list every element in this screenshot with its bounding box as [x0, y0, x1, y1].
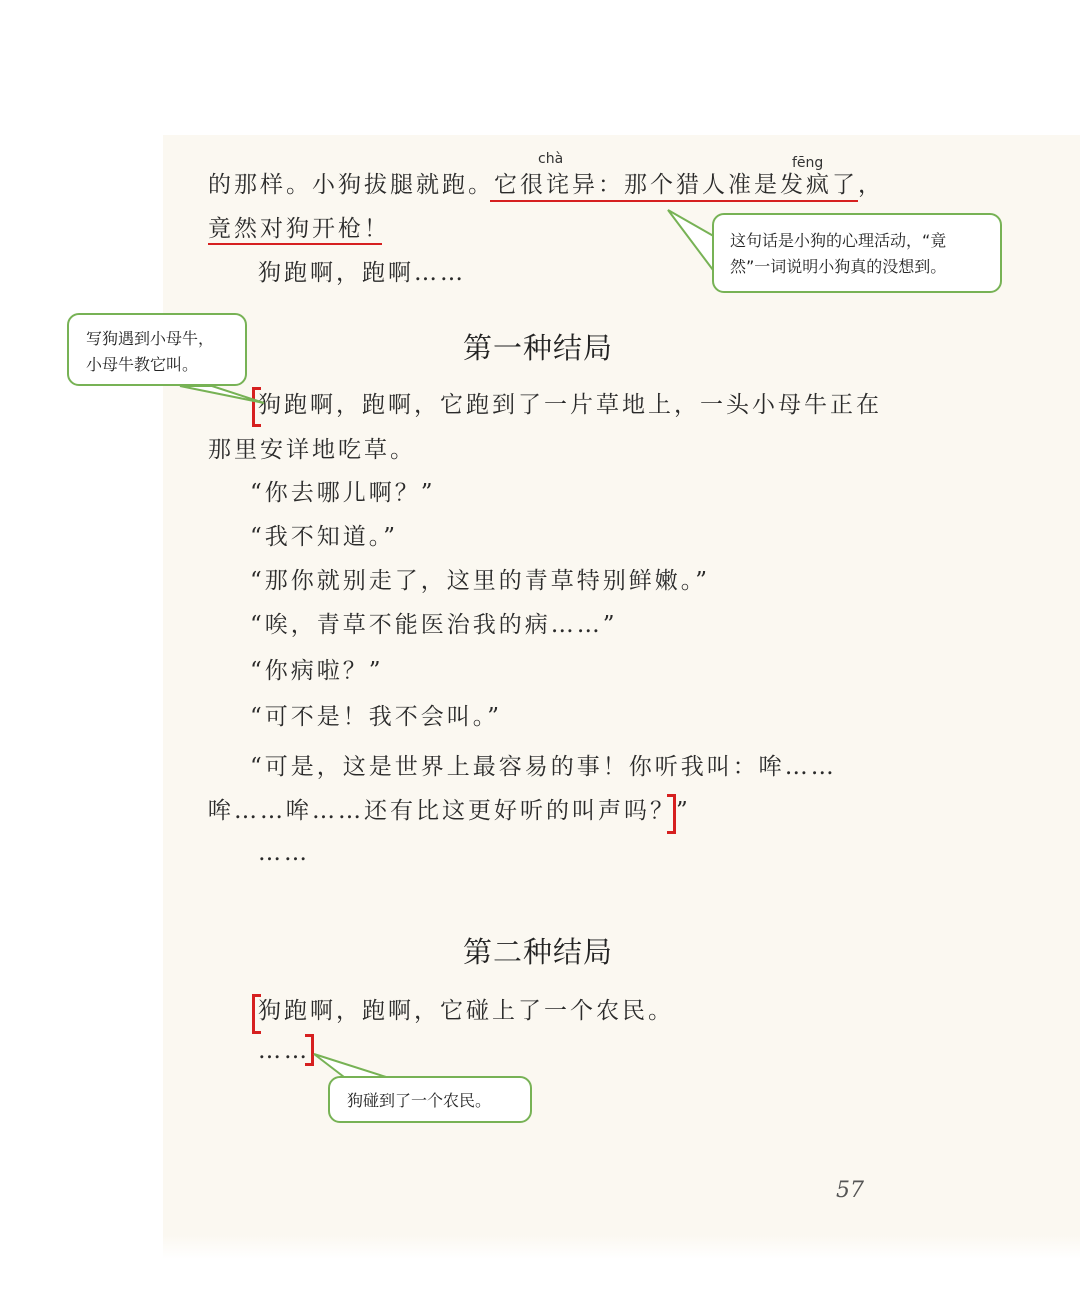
pinyin-cha: chà — [538, 151, 564, 167]
dialogue-7-line-1: “可是，这是世界上最容易的事！你听我叫：哞…… — [250, 754, 837, 780]
annotation-1-line-1: 这句话是小狗的心理活动，“竟 — [730, 231, 947, 250]
dialogue-6: “可不是！我不会叫。” — [250, 704, 503, 730]
page-number: 57 — [836, 1178, 864, 1203]
annotation-bubble-3 — [328, 1076, 532, 1123]
heading-ending-2: 第二种结局 — [463, 935, 614, 969]
annotation-2-line-1: 写狗遇到小母牛， — [86, 329, 215, 348]
pinyin-feng: fēng — [792, 155, 824, 171]
dialogue-3: “那你就别走了，这里的青草特别鲜嫩。” — [250, 568, 711, 594]
callout-tail-3 — [314, 1054, 386, 1077]
annotation-2-line-2: 小母牛教它叫。 — [86, 355, 199, 374]
annotation-1-line-2: 然”一词说明小狗真的没想到。 — [730, 257, 947, 276]
ending1-line-1: 狗跑啊，跑啊，它跑到了一片草地上，一头小母牛正在 — [258, 392, 882, 418]
text-line-2: 竟然对狗开枪！ — [208, 216, 390, 242]
ellipsis-2: …… — [258, 1038, 310, 1064]
annotation-bubble-1 — [712, 213, 1002, 293]
dialogue-7-line-2: 哞……哞……还有比这更好听的叫声吗？” — [208, 798, 691, 824]
text-line-1: 的那样。小狗拔腿就跑。它很诧异：那个猎人准是发疯了， — [208, 172, 884, 198]
annotation-bubble-2 — [67, 313, 247, 386]
annotation-3-text: 狗碰到了一个农民。 — [347, 1091, 492, 1110]
dialogue-1: “你去哪儿啊？” — [250, 480, 436, 506]
dialogue-2: “我不知道。” — [250, 524, 399, 550]
dialogue-5: “你病啦？” — [250, 658, 384, 684]
ending2-line-1: 狗跑啊，跑啊，它碰上了一个农民。 — [258, 998, 674, 1024]
ending1-line-2: 那里安详地吃草。 — [208, 437, 416, 463]
ellipsis-1: …… — [258, 840, 310, 866]
dialogue-4: “唉，青草不能医治我的病……” — [250, 612, 618, 638]
callout-tail-2 — [180, 386, 264, 403]
text-line-3: 狗跑啊，跑啊…… — [258, 260, 466, 286]
heading-ending-1: 第一种结局 — [463, 331, 614, 365]
